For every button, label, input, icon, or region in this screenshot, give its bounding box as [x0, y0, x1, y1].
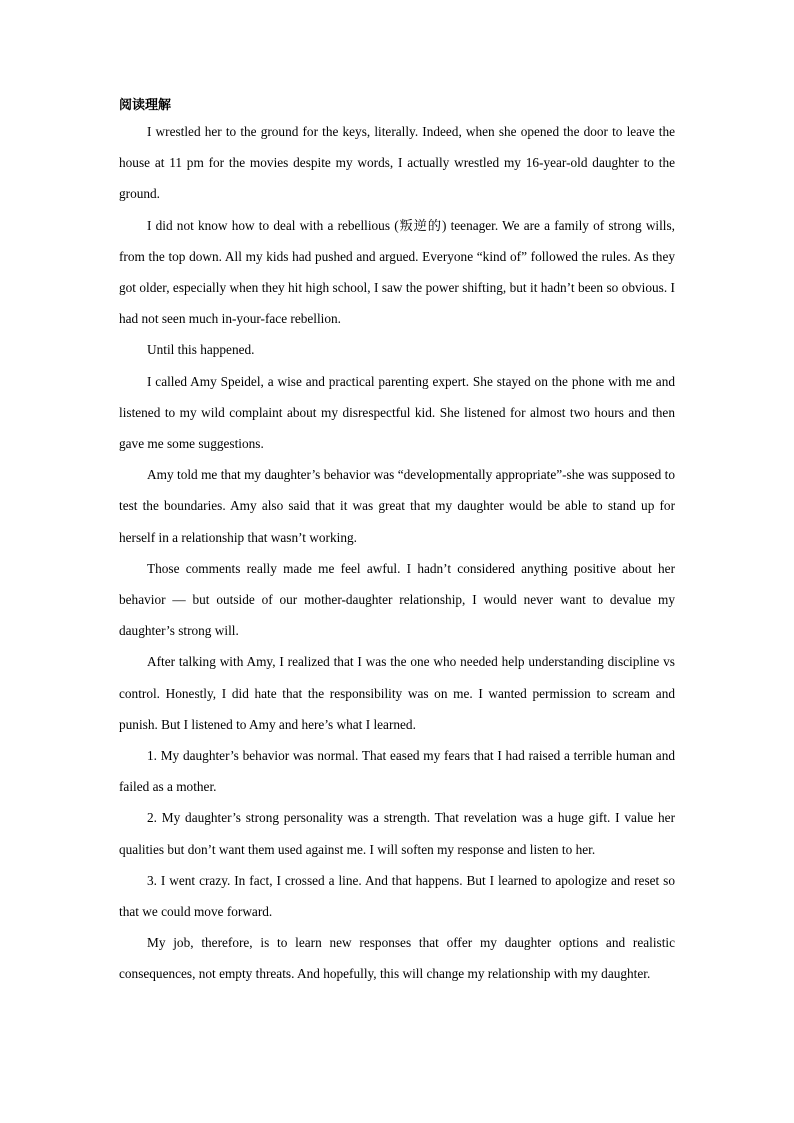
paragraph-7: After talking with Amy, I realized that I was the one who needed help understanding discipline vs control. Honestly, I did hate that the responsibility was on me. I wanted permission to scream and punish. But I listened to Amy and here’s what I learned.: [119, 654, 675, 732]
paragraph-6: Those comments really made me feel awful. I hadn’t considered anything positive about her behavior — but outside of our mother-daughter relationship, I would never want to devalue my daughter’s strong will.: [119, 560, 675, 639]
paragraph-3: Until this happened.: [147, 342, 255, 358]
list-item-1: 1. My daughter’s behavior was normal. That eased my fears that I had raised a terrible human and failed as a mother.: [119, 748, 675, 795]
paragraph-closing: My job, therefore, is to learn new responses that offer my daughter options and realistic consequences, not empty threats. And hopefully, this will change my relationship with my daughter.: [119, 935, 675, 982]
section-heading: 阅读理解: [119, 98, 172, 113]
paragraph-4: I called Amy Speidel, a wise and practical parenting expert. She stayed on the phone with me and listened to my wild complaint about my disrespectful kid. She listened for almost two hours and then gave me some suggestions.: [119, 373, 675, 452]
paragraph-2: I did not know how to deal with a rebellious (叛逆的) teenager. We are a family of strong wills, from the top down. All my kids had pushed and argued. Everyone “kind of” followed the rules. As they got older, especially when they hit high school, I saw the power shifting, but it hadn’t been so obvious. I had not seen much in-your-face rebellion.: [119, 217, 675, 327]
list-item-3: 3. I went crazy. In fact, I crossed a line. And that happens. But I learned to apologize and reset so that we could move forward.: [119, 872, 675, 920]
list-item-2: 2. My daughter’s strong personality was a strength. That revelation was a huge gift. I value her qualities but don’t want them used against me. I will soften my response and listen to her.: [119, 810, 675, 857]
paragraph-1: I wrestled her to the ground for the keys, literally. Indeed, when she opened the door to leave the house at 11 pm for the movies despite my words, I actually wrestled my 16-year-old daughter to the ground.: [119, 124, 675, 202]
paragraph-5: Amy told me that my daughter’s behavior was “developmentally appropriate”-she was supposed to test the boundaries. Amy also said that it was great that my daughter would be able to stand up for herself in a relationship that wasn’t working.: [119, 467, 675, 545]
document-page: [119, 96, 675, 990]
